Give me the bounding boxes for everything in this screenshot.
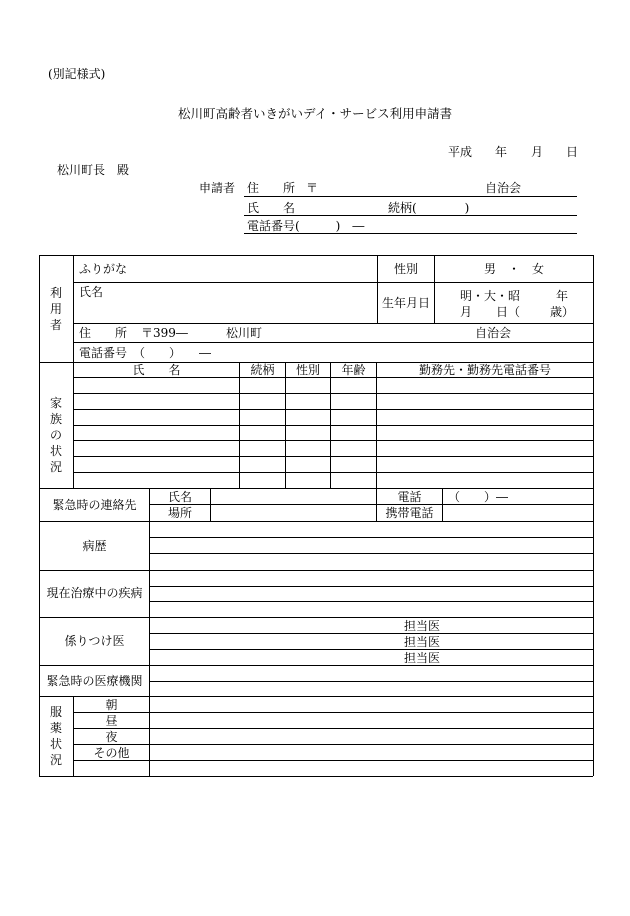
doctor-in-charge-3: 担当医 [404, 651, 441, 665]
family-section-label: 家族の状況 [49, 396, 62, 474]
applicant-label: 申請者 [199, 181, 236, 195]
birth-year: 年 [556, 289, 569, 303]
applicant-phone-line[interactable] [244, 233, 577, 234]
applicant-postal-mark: 〒 [306, 181, 319, 195]
user-jichikai: 自治会 [475, 326, 512, 340]
emergency-phone-label: 電話 [397, 490, 422, 504]
birth-month-day: 月 日（ [460, 305, 521, 319]
emergency-name-label: 氏名 [167, 490, 192, 504]
medication-other: その他 [93, 746, 130, 760]
page-title: 松川町高齢者いきがいデイ・サービス利用申請書 [178, 106, 453, 121]
user-name-label: 氏名 [79, 285, 104, 299]
emergency-section-label: 緊急時の連絡先 [52, 498, 137, 512]
history-label: 病歴 [82, 539, 107, 553]
date-month: 月 [531, 145, 544, 159]
family-col-relation: 続柄 [250, 363, 275, 377]
applicant-address-label: 住 所 [247, 181, 296, 195]
medication-night: 夜 [105, 730, 118, 744]
doctor-label: 係りつけ医 [64, 634, 125, 648]
family-col-workplace: 勤務先・勤務先電話番号 [418, 363, 551, 377]
user-town: 松川町 [226, 326, 263, 340]
applicant-address-line[interactable] [244, 196, 577, 197]
emergency-phone-value: （ ）― [448, 490, 509, 504]
medication-noon: 昼 [105, 714, 118, 728]
form-tag: (別記様式) [48, 67, 106, 81]
user-address-label: 住 所 [79, 326, 128, 340]
applicant-relation: 続柄( ) [388, 201, 470, 215]
birth-era[interactable]: 明・大・昭 [460, 289, 521, 303]
user-phone: 電話番号 （ ） ― [79, 346, 212, 360]
user-section-label: 利用者 [49, 286, 62, 332]
medication-morning: 朝 [105, 698, 118, 712]
doctor-in-charge-1: 担当医 [404, 619, 441, 633]
age: 歳） [550, 305, 575, 319]
date-year: 年 [495, 145, 508, 159]
family-col-name: 氏 名 [132, 363, 181, 377]
user-postal: 〒399― [141, 326, 188, 340]
gender-options[interactable]: 男 ・ 女 [483, 262, 544, 276]
treatment-label: 現在治療中の疾病 [46, 586, 143, 600]
applicant-phone: 電話番号( ) ― [247, 219, 365, 233]
emergency-mobile-label: 携帯電話 [385, 506, 434, 520]
hospital-label: 緊急時の医療機関 [46, 674, 143, 688]
applicant-jichikai: 自治会 [485, 181, 522, 195]
doctor-in-charge-2: 担当医 [404, 635, 441, 649]
emergency-place-label: 場所 [167, 506, 192, 520]
applicant-name-label: 氏 名 [247, 201, 296, 215]
addressee: 松川町長 殿 [57, 163, 130, 177]
birth-label: 生年月日 [382, 296, 431, 310]
family-col-gender: 性別 [295, 363, 320, 377]
family-col-age: 年齢 [341, 363, 366, 377]
date-era: 平成 [448, 145, 473, 159]
applicant-name-line[interactable] [244, 215, 577, 216]
furigana-label: ふりがな [79, 262, 128, 276]
date-day: 日 [566, 145, 579, 159]
medication-section-label: 服薬状況 [49, 705, 62, 767]
gender-label: 性別 [393, 262, 418, 276]
